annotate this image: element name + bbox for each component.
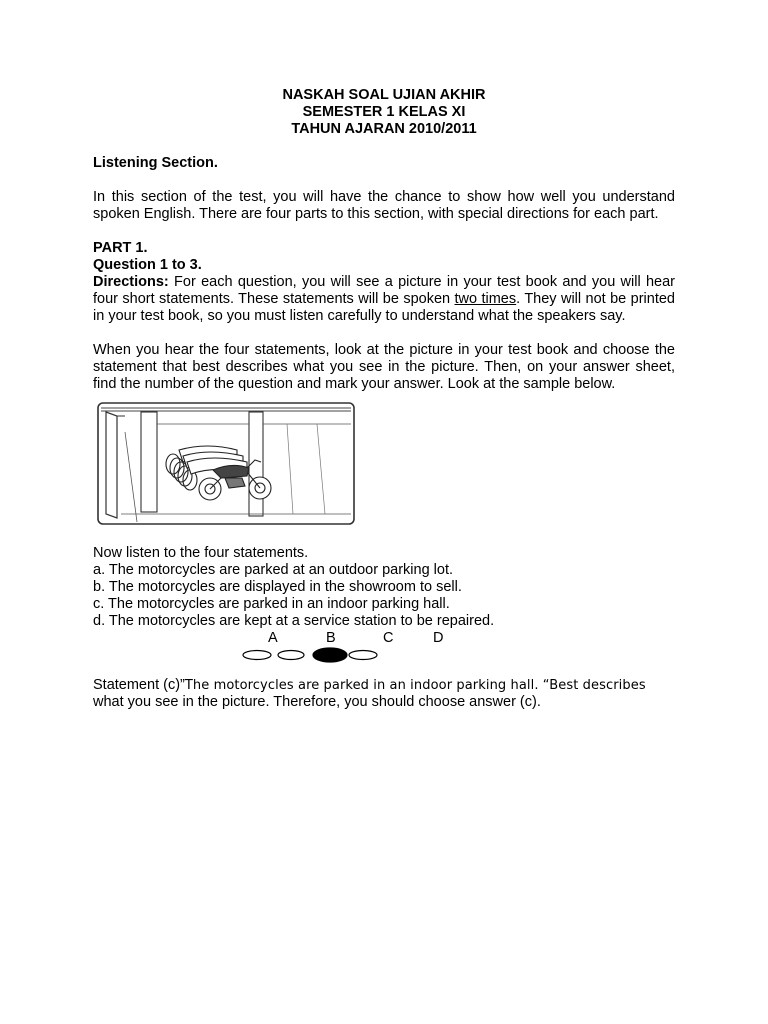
answer-bubble-row <box>241 647 381 663</box>
statements-intro: Now listen to the four statements. <box>93 545 309 561</box>
answer-letter-c: C <box>383 630 394 646</box>
answer-letter-d: D <box>433 630 444 646</box>
header-line-3: TAHUN AJARAN 2010/2011 <box>291 121 477 137</box>
directions-paragraph: Directions: For each question, you will see a picture in your test book and you will hear four short statements. These statements will be spoken two times. They will not be printed in your test book, so you must listen carefully to understand what the speakers say. <box>93 274 675 324</box>
bubble-a[interactable] <box>243 651 271 660</box>
bubble-b[interactable] <box>278 651 304 660</box>
statement-b: b. The motorcycles are displayed in the showroom to sell. <box>93 579 462 595</box>
underlined-phrase: two times <box>454 291 517 307</box>
statements-list <box>93 545 675 630</box>
bubble-c-filled[interactable] <box>313 648 347 662</box>
statement-d: d. The motorcycles are kept at a service station to be repaired. <box>93 613 495 629</box>
part-title: PART 1. <box>93 240 148 256</box>
intro-paragraph: In this section of the test, you will have the chance to show how well you understand spoken English. There are four parts to this section, with special directions for each part. <box>93 189 675 222</box>
bubble-d[interactable] <box>349 651 377 660</box>
answer-letters <box>93 630 675 646</box>
statement-a: a. The motorcycles are parked at an outdoor parking lot. <box>93 562 454 578</box>
sample-picture <box>97 402 355 526</box>
exam-header <box>93 87 675 138</box>
answer-letter-b: B <box>326 630 336 646</box>
conclusion-quote: The motorcycles are parked in an indoor parking hall. “Best describes <box>184 678 646 693</box>
conclusion-rest: what you see in the picture. Therefore, you should choose answer (c). <box>93 694 541 710</box>
answer-bubbles <box>93 646 675 666</box>
question-range: Question 1 to 3. <box>93 257 202 273</box>
motorcycles-parking-hall-illustration <box>97 402 355 526</box>
statement-c: c. The motorcycles are parked in an indoor parking hall. <box>93 596 450 612</box>
instructions-paragraph: When you hear the four statements, look at the picture in your test book and choose the statement that best describes what you see in the picture. Then, on your answer sheet, find the number of the question and mark your answer. Look at the sample below. <box>93 342 675 392</box>
directions-label: Directions: <box>93 274 169 290</box>
conclusion-prefix: Statement (c)” <box>93 677 185 693</box>
conclusion-paragraph <box>93 677 675 711</box>
header-line-1: NASKAH SOAL UJIAN AKHIR <box>282 87 486 103</box>
section-title: Listening Section. <box>93 155 218 171</box>
exam-page <box>93 87 675 711</box>
answer-letter-a: A <box>268 630 278 646</box>
header-line-2: SEMESTER 1 KELAS XI <box>302 104 466 120</box>
